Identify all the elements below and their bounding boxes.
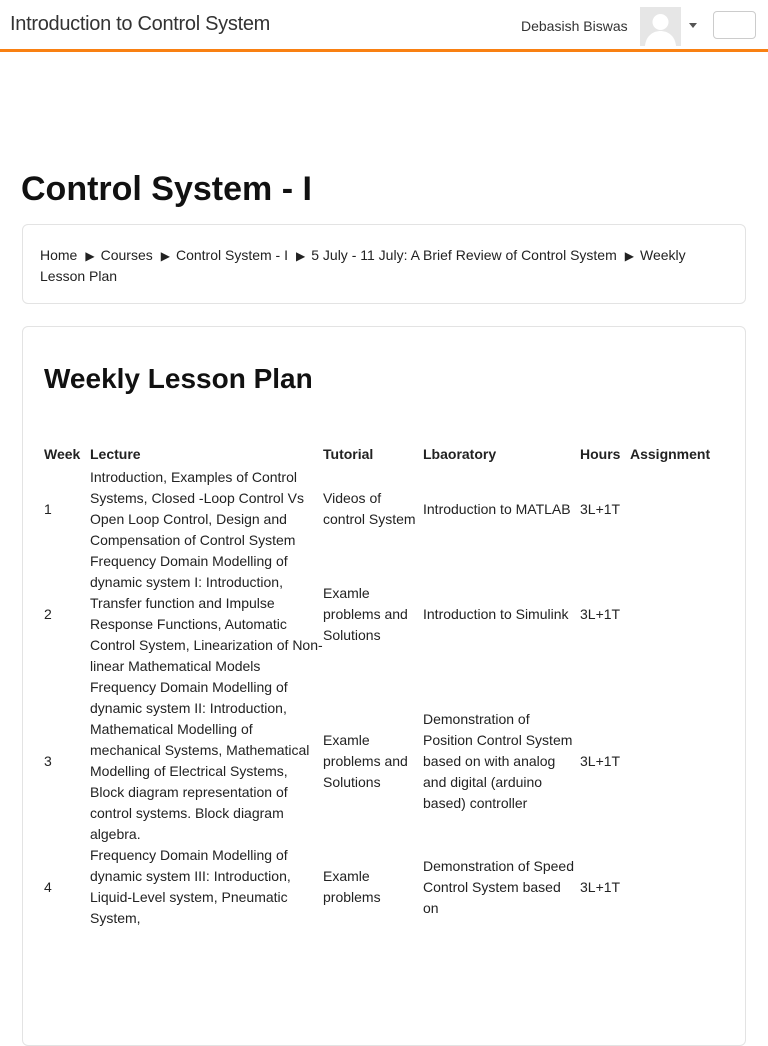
week-cell: 4 xyxy=(44,878,52,895)
hours-cell: 3L+1T xyxy=(580,605,621,622)
assignment-cell xyxy=(630,467,734,551)
breadcrumb-course[interactable]: Control System - I xyxy=(175,247,288,263)
hours-cell: 3L+1T xyxy=(580,878,621,895)
column-header-assignment: Assignment xyxy=(630,446,711,462)
laboratory-cell: Introduction to Simulink xyxy=(423,605,569,622)
user-menu-chevron-down-icon[interactable] xyxy=(689,23,697,28)
breadcrumb-home[interactable]: Home xyxy=(40,247,78,263)
avatar[interactable] xyxy=(640,7,681,46)
breadcrumb-separator-icon: ▶ xyxy=(160,249,170,263)
assignment-cell xyxy=(630,677,734,845)
column-header-laboratory: Lbaoratory xyxy=(423,446,497,462)
breadcrumb-container xyxy=(22,224,746,304)
laboratory-cell: Introduction to MATLAB xyxy=(423,500,571,517)
hours-cell: 3L+1T xyxy=(580,752,621,769)
lecture-cell: Frequency Domain Modelling of dynamic system III: Introduction, Liquid-Level system, Pneumatic System, xyxy=(90,847,291,926)
breadcrumb-separator-icon: ▶ xyxy=(85,249,95,263)
column-header-hours: Hours xyxy=(580,446,621,462)
lecture-cell: Frequency Domain Modelling of dynamic system II: Introduction, Mathematical Modelling of mechanical Systems, Mathematical Modelling of Electrical Systems, Block diagram representation of control systems. Block diagram algebra. xyxy=(90,679,310,842)
tutorial-cell: Examle problems and Solutions xyxy=(323,584,408,643)
laboratory-cell: Demonstration of Speed Control System based on xyxy=(423,857,574,916)
week-cell: 1 xyxy=(44,500,52,517)
breadcrumb-section[interactable]: 5 July - 11 July: A Brief Review of Control System xyxy=(311,247,617,263)
main-content-region xyxy=(22,326,746,1046)
breadcrumb xyxy=(40,245,720,286)
table-row xyxy=(44,677,734,845)
table-row xyxy=(44,845,734,929)
content-title: Weekly Lesson Plan xyxy=(44,363,313,394)
assignment-cell xyxy=(630,551,734,677)
tutorial-cell: Videos of control System xyxy=(323,490,416,527)
tutorial-cell: Examle problems xyxy=(323,868,381,905)
table-header-row xyxy=(44,444,734,467)
user-avatar-icon xyxy=(640,7,681,46)
week-cell: 3 xyxy=(44,752,52,769)
top-navbar xyxy=(0,0,768,52)
laboratory-cell: Demonstration of Position Control System based on with analog and digital (arduino based) controller xyxy=(423,710,573,811)
column-header-tutorial: Tutorial xyxy=(323,446,374,462)
week-cell: 2 xyxy=(44,605,52,622)
column-header-week: Week xyxy=(44,446,81,462)
site-name-link[interactable]: Introduction to Control System xyxy=(10,13,271,35)
table-row xyxy=(44,551,734,677)
assignment-cell xyxy=(630,845,734,929)
hours-cell: 3L+1T xyxy=(580,500,621,517)
breadcrumb-separator-icon: ▶ xyxy=(296,249,306,263)
tutorial-cell: Examle problems and Solutions xyxy=(323,731,408,790)
lecture-cell: Introduction, Examples of Control Systems, Closed -Loop Control Vs Open Loop Control, Design and Compensation of Control System xyxy=(90,469,304,548)
nav-toggle-button[interactable] xyxy=(713,11,756,39)
column-header-lecture: Lecture xyxy=(90,446,141,462)
user-name[interactable]: Debasish Biswas xyxy=(521,18,628,34)
page-title: Control System - I xyxy=(21,170,312,208)
breadcrumb-courses[interactable]: Courses xyxy=(100,247,153,263)
lesson-plan-table xyxy=(44,444,734,929)
lecture-cell: Frequency Domain Modelling of dynamic system I: Introduction, Transfer function and Impulse Response Functions, Automatic Control System, Linearization of Non-linear Mathematical Models xyxy=(90,553,323,674)
table-row xyxy=(44,467,734,551)
breadcrumb-separator-icon: ▶ xyxy=(624,249,634,263)
breadcrumb-current-page: Weekly Lesson Plan xyxy=(40,247,686,284)
